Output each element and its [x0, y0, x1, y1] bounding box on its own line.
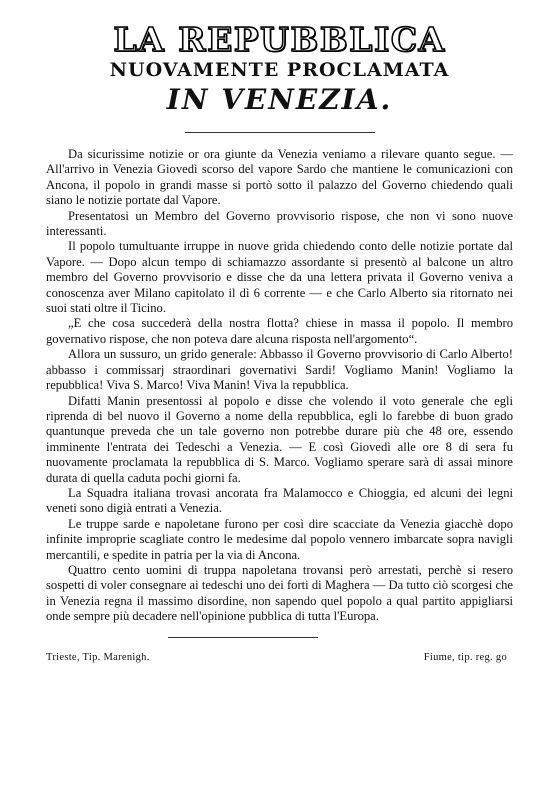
footer-divider [168, 637, 318, 638]
imprint-line [46, 652, 513, 663]
page-city-heading: IN VENEZIA. [166, 83, 393, 116]
paragraph: Quattro cento uomini di truppa napoletana trovansi però arrestati, perchè si resero sospetti di voler consegnare ai tedeschi uno dei forti di Maghera — Da tutto ciò scorgesi che in Venezia regna il massimo disordine, non sapendo quel popolo a qual partito appigliarsi onde sempre più decadere nell'opinione pubblica di tutta l'Europa. [46, 562, 513, 624]
paragraph: Le truppe sarde e napoletane furono per così dire scacciate da Venezia giacchè dopo infinite improprie scagliate contro le medesime dal popolo vennero imbarcate sopra navigli mercantili, e spedite in patria per la via di Ancona. [46, 516, 513, 562]
article-body [46, 147, 513, 625]
paragraph: Allora un sussuro, un grido generale: Abbasso il Governo provvisorio di Carlo Alberto! abbasso i commissarj straordinari governativi Sardi! Vogliamo Manin! Vogliamo la repubblica! Viva S. Marco! Viva Manin! Viva la repubblica. [46, 347, 513, 393]
paragraph: Difatti Manin presentossi al popolo e disse che volendo il voto generale che egli riprenda di bel nuovo il Governo a nome della repubblica, egli lo farebbe di buon grado quantunque preveda che un tale governo non potrebbe durare più che 48 ore, essendo imminente l'entrata dei Tedeschi a Venezia. — E così Giovedì alle ore 8 di sera fu nuovamente proclamata la repubblica di S. Marco. Vogliamo sperare sarà di assai minore durata di quella caduta pochi giorni fa. [46, 393, 513, 485]
paragraph: Presentatosi un Membro del Governo provvisorio rispose, che non vi sono nuove interessanti. [46, 208, 513, 239]
page-title: LA REPUBBLICA [113, 20, 446, 59]
header-divider [185, 132, 375, 133]
paragraph: Da sicurissime notizie or ora giunte da Venezia veniamo a rilevare quanto segue. — All'arrivo in Venezia Giovedì scorso del vapore Sardo che mantiene le comunicazioni con Ancona, il popolo in grandi masse si portò sotto il palazzo del Governo chiedendo quali siano le notizie portate dal Vapore. [46, 147, 513, 208]
paragraph: Il popolo tumultuante irruppe in nuove grida chiedendo conto delle notizie portate dal Vapore. — Dopo alcun tempo di schiamazzo assordante si presentò al balcone un altro membro del Governo provvisorio e disse che da una lettera privata il Governo veniva a conoscenza aver Milano capitolato il dì 6 corrente — e che Carlo Alberto sia ritornato nei suoi stati oltre il Ticino. [46, 239, 513, 316]
page-subtitle: NUOVAMENTE PROCLAMATA [109, 59, 450, 81]
imprint-right: Fiume, tip. reg. go [423, 651, 507, 663]
imprint-left: Trieste, Tip. Marenigh. [46, 651, 150, 663]
paragraph: „E che cosa succederà della nostra flotta? chiese in massa il popolo. Il membro governativo rispose, che non poteva dare alcuna risposta nell'argomento“. [46, 316, 513, 346]
paragraph: La Squadra italiana trovasi ancorata fra Malamocco e Chioggia, ed alcuni dei legni veneti sono digià entrati a Venezia. [46, 485, 513, 516]
